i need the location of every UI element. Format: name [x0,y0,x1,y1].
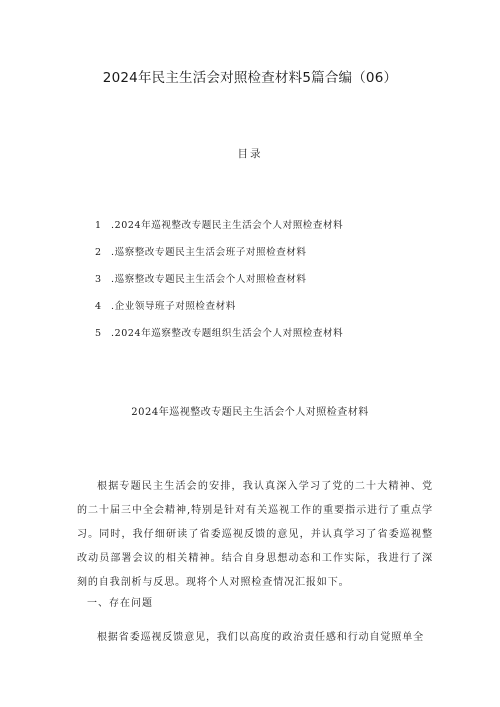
toc-item-label: .2024年巡视整改专题民主生活会个人对照检查材料 [111,220,344,231]
toc-item[interactable] [95,219,343,246]
toc-item-number: 5 [95,328,102,339]
toc-item-label: .巡察整改专题民主生活会个人对照检查材料 [111,274,307,285]
toc-item[interactable] [95,327,343,354]
toc-item-number: 3 [95,274,102,285]
sub-heading: 一、存在问题 [87,598,153,609]
toc-item[interactable] [95,273,343,300]
toc-item-number: 2 [95,247,102,258]
body-paragraph: 根据省委巡视反馈意见，我们以高度的政治责任感和行动自觉照单全 [97,632,424,643]
toc-item-label: .巡察整改专题民主生活会班子对照检查材料 [111,247,307,258]
toc-item-number: 4 [95,301,102,312]
toc-item[interactable] [95,246,343,273]
toc-heading: 目录 [237,148,263,160]
section-title: 2024年巡视整改专题民主生活会个人对照检查材料 [131,407,369,418]
toc-item[interactable] [95,300,343,327]
toc-item-label: .企业领导班子对照检查材料 [111,301,236,312]
document-title: 2024年民主生活会对照检查材料5篇合编（06） [102,70,398,86]
toc-list [95,219,343,354]
toc-item-number: 1 [95,220,102,231]
body-paragraph: 根据专题民主生活会的安排，我认真深入学习了党的二十大精神、党的二十届三中全会精神,特别是针对有关巡视工作的重要指示进行了重点学习。同时，我仔细研读了省委巡视反馈的意见，并认真学习了省委巡视整改动员部署会议的相关精神。结合自身思想动态和工作实际，我进行了深刻的自我剖析与反思。现将个人对照检查情况汇报如下。 [77,481,433,588]
toc-item-label: .2024年巡察整改专题组织生活会个人对照检查材料 [111,328,344,339]
